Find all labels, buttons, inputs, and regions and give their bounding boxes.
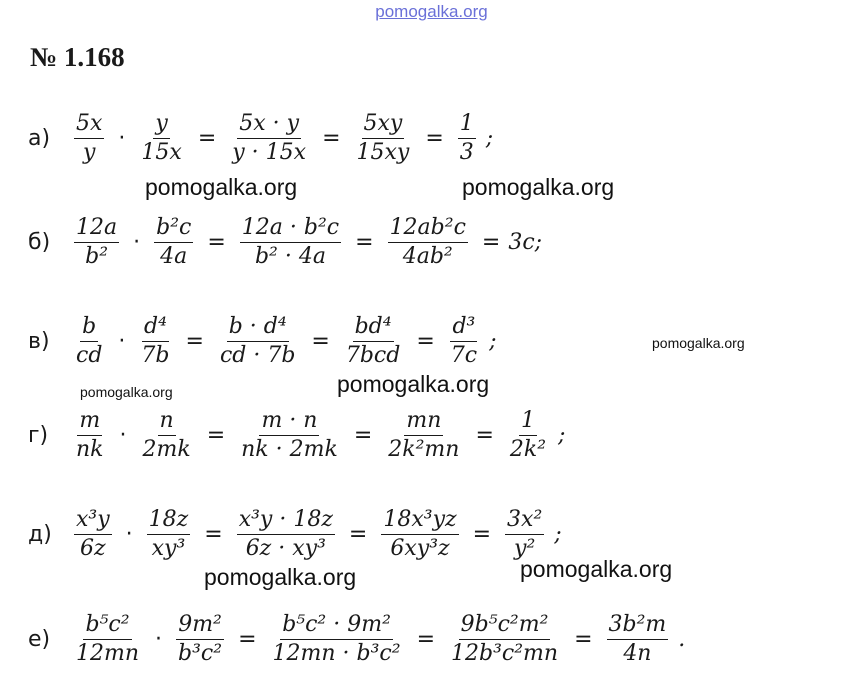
numerator: x³y · 18z xyxy=(237,506,335,535)
row-label: е) xyxy=(28,626,51,652)
equals-sign: = xyxy=(472,521,492,547)
denominator: 7b xyxy=(141,342,170,368)
equation-row-d xyxy=(28,499,562,569)
denominator: 4a xyxy=(160,243,188,269)
equals-sign: = xyxy=(475,422,494,448)
denominator: 6z xyxy=(80,535,106,561)
row-label: д) xyxy=(28,521,52,547)
denominator: 2k²mn xyxy=(388,436,460,462)
denominator: 3 xyxy=(459,139,474,165)
denominator: 12b³c²mn xyxy=(451,640,559,666)
denominator: 2mk xyxy=(142,436,191,462)
equals-sign: = xyxy=(238,626,257,652)
denominator: 7c xyxy=(450,342,478,368)
numerator: 12a · b²c xyxy=(240,214,341,243)
watermark: pomogalka.org xyxy=(145,174,298,200)
equals-sign: = xyxy=(481,229,501,255)
denominator: 6z · xy³ xyxy=(245,535,326,561)
equation-row-g xyxy=(28,400,565,470)
denominator: 4n xyxy=(623,640,652,666)
numerator: 12ab²c xyxy=(388,214,468,243)
numerator: 3x² xyxy=(505,506,544,535)
denominator: b³c² xyxy=(178,640,223,666)
numerator: 3b²m xyxy=(607,611,669,640)
numerator: 9b⁵c²m² xyxy=(459,611,551,640)
row-end-punctuation: ; xyxy=(558,422,566,448)
fraction-4 xyxy=(386,407,461,464)
watermark: pomogalka.org xyxy=(462,174,615,200)
numerator: 1 xyxy=(519,407,537,436)
watermark: pomogalka.org xyxy=(80,384,173,400)
equation-row-b xyxy=(28,207,542,277)
denominator: 12mn xyxy=(76,640,140,666)
watermark: pomogalka.org xyxy=(520,556,673,582)
numerator: mn xyxy=(404,407,443,436)
fraction-3 xyxy=(239,407,340,464)
fraction-2 xyxy=(139,110,183,167)
equals-sign: = xyxy=(416,626,435,652)
numerator: 5x xyxy=(74,110,104,139)
fraction-1 xyxy=(74,214,119,271)
denominator: b² xyxy=(85,243,109,269)
numerator: x³y xyxy=(74,506,112,535)
numerator: d³ xyxy=(450,313,477,342)
equals-sign: = xyxy=(425,125,444,151)
numerator: n xyxy=(158,407,176,436)
multiply-sign: · xyxy=(125,521,133,547)
row-label: а) xyxy=(28,125,51,151)
denominator: 12mn · b³c² xyxy=(272,640,401,666)
numerator: b²c xyxy=(154,214,193,243)
equals-sign: = xyxy=(348,521,368,547)
numerator: b · d⁴ xyxy=(227,313,289,342)
fraction-2 xyxy=(147,506,191,563)
denominator: 15x xyxy=(141,139,182,165)
problem-title: № 1.168 xyxy=(30,42,125,72)
equals-sign: = xyxy=(206,422,226,448)
denominator: 15xy xyxy=(356,139,410,165)
row-label: г) xyxy=(28,422,49,448)
fraction-5 xyxy=(607,611,669,668)
fraction-2 xyxy=(154,214,193,271)
fraction-3 xyxy=(218,313,297,370)
fraction-1 xyxy=(74,611,141,668)
fraction-2 xyxy=(141,407,193,464)
row-end-punctuation: ; xyxy=(485,125,494,151)
fraction-4 xyxy=(344,313,402,370)
numerator: 5xy xyxy=(362,110,405,139)
numerator: m xyxy=(77,407,102,436)
fraction-3 xyxy=(237,506,335,563)
fraction-3 xyxy=(271,611,403,668)
numerator: bd⁴ xyxy=(353,313,394,342)
denominator: 7bcd xyxy=(345,342,401,368)
fraction-5 xyxy=(449,313,479,370)
denominator: y · 15x xyxy=(232,139,307,165)
fraction-1 xyxy=(74,407,106,464)
numerator: 12a xyxy=(74,214,119,243)
numerator: m · n xyxy=(259,407,319,436)
denominator: 2k² xyxy=(509,436,547,462)
multiply-sign: · xyxy=(119,422,127,448)
equation-row-v xyxy=(28,306,497,376)
multiply-sign: · xyxy=(133,229,141,255)
watermark: pomogalka.org xyxy=(337,371,490,397)
result-value: 3c; xyxy=(508,229,543,255)
equals-sign: = xyxy=(207,229,226,255)
watermark: pomogalka.org xyxy=(652,335,745,351)
numerator: d⁴ xyxy=(142,313,169,342)
fraction-1 xyxy=(74,110,104,167)
fraction-2 xyxy=(176,611,224,668)
denominator: xy³ xyxy=(151,535,186,561)
header-site-link[interactable]: pomogalka.org xyxy=(375,2,488,21)
numerator: 9m² xyxy=(176,611,224,640)
multiply-sign: · xyxy=(118,125,126,151)
equals-sign: = xyxy=(204,521,223,547)
equals-sign: = xyxy=(185,328,204,354)
equation-row-e xyxy=(28,604,685,674)
denominator: y² xyxy=(514,535,536,561)
equals-sign: = xyxy=(322,125,341,151)
numerator: 5x · y xyxy=(237,110,301,139)
denominator: cd · 7b xyxy=(219,342,296,368)
numerator: 18z xyxy=(147,506,191,535)
fraction-5 xyxy=(505,506,544,563)
fraction-1 xyxy=(74,506,112,563)
multiply-sign: · xyxy=(155,626,163,652)
equals-sign: = xyxy=(416,328,435,354)
multiply-sign: · xyxy=(118,328,126,354)
row-end-punctuation: ; xyxy=(554,521,562,547)
equals-sign: = xyxy=(311,328,330,354)
row-label: б) xyxy=(28,229,51,255)
denominator: 6xy³z xyxy=(390,535,450,561)
fraction-4 xyxy=(381,506,458,563)
numerator: y xyxy=(153,110,169,139)
numerator: b⁵c² xyxy=(83,611,131,640)
denominator: cd xyxy=(76,342,103,368)
denominator: nk · 2mk xyxy=(241,436,338,462)
fraction-3 xyxy=(230,110,308,167)
fraction-2 xyxy=(139,313,171,370)
fraction-4 xyxy=(449,611,560,668)
fraction-4 xyxy=(355,110,412,167)
numerator: 1 xyxy=(458,110,476,139)
watermark: pomogalka.org xyxy=(204,564,357,590)
denominator: 4ab² xyxy=(402,243,453,269)
row-label: в) xyxy=(28,328,50,354)
equals-sign: = xyxy=(355,229,374,255)
fraction-5 xyxy=(508,407,548,464)
fraction-3 xyxy=(240,214,341,271)
numerator: b xyxy=(80,313,98,342)
equals-sign: = xyxy=(197,125,217,151)
row-end-punctuation: . xyxy=(678,626,686,652)
fraction-5 xyxy=(458,110,476,167)
equals-sign: = xyxy=(353,422,373,448)
row-end-punctuation: ; xyxy=(489,328,497,354)
denominator: y xyxy=(82,139,96,165)
numerator: b⁵c² · 9m² xyxy=(280,611,393,640)
denominator: nk xyxy=(76,436,104,462)
numerator: 18x³yz xyxy=(381,506,458,535)
fraction-4 xyxy=(388,214,468,271)
equation-row-a xyxy=(28,103,493,173)
fraction-1 xyxy=(74,313,104,370)
denominator: b² · 4a xyxy=(254,243,326,269)
equals-sign: = xyxy=(574,626,593,652)
